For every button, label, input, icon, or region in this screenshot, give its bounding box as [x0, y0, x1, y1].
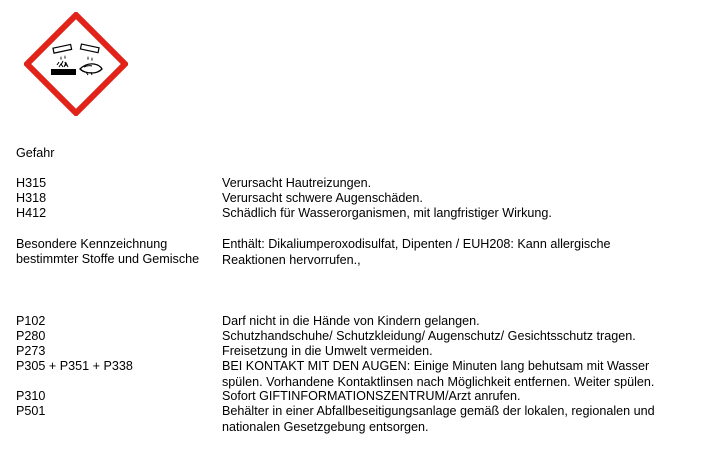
precaution-code: P305 + P351 + P338 — [16, 359, 133, 373]
precaution-text: Freisetzung in die Umwelt vermeiden. — [222, 344, 433, 358]
hazard-text: Verursacht Hautreizungen. — [222, 176, 372, 190]
precaution-code: P273 — [16, 344, 46, 358]
precaution-code: P501 — [16, 404, 46, 418]
hazard-text: Verursacht schwere Augenschäden. — [222, 191, 423, 205]
precaution-code: P102 — [16, 314, 46, 328]
special-labelling-text: Enthält: Dikaliumperoxodisulfat, Dipenten / EUH208: Kann allergische Reaktionen hervorrufen., — [222, 237, 611, 267]
hazard-text: Schädlich für Wasserorganismen, mit langfristiger Wirkung. — [222, 206, 552, 220]
hazard-code: H318 — [16, 191, 47, 205]
signal-word: Gefahr — [16, 146, 55, 160]
ghs05-corrosion-pictogram-icon — [24, 12, 128, 116]
special-labelling-label: Besondere Kennzeichnung bestimmter Stoffe und Gemische — [16, 237, 200, 266]
precaution-text: Schutzhandschuhe/ Schutzkleidung/ Augenschutz/ Gesichtsschutz tragen. — [222, 329, 636, 343]
hazard-code: H412 — [16, 206, 47, 220]
precaution-text: BEI KONTAKT MIT DEN AUGEN: Einige Minuten lang behutsam mit Wasser spülen. Vorhandene Kontaktlinsen nach Möglichkeit entfernen. Weiter spülen. — [222, 359, 655, 389]
precaution-text: Darf nicht in die Hände von Kindern gelangen. — [222, 314, 480, 328]
hazard-code: H315 — [16, 176, 47, 190]
precaution-code: P310 — [16, 389, 46, 403]
precaution-text: Behälter in einer Abfallbeseitigungsanlage gemäß der lokalen, regionalen und nationalen Gesetzgebung entsorgen. — [222, 404, 655, 434]
precaution-code: P280 — [16, 329, 46, 343]
precaution-text: Sofort GIFTINFORMATIONSZENTRUM/Arzt anrufen. — [222, 389, 521, 403]
